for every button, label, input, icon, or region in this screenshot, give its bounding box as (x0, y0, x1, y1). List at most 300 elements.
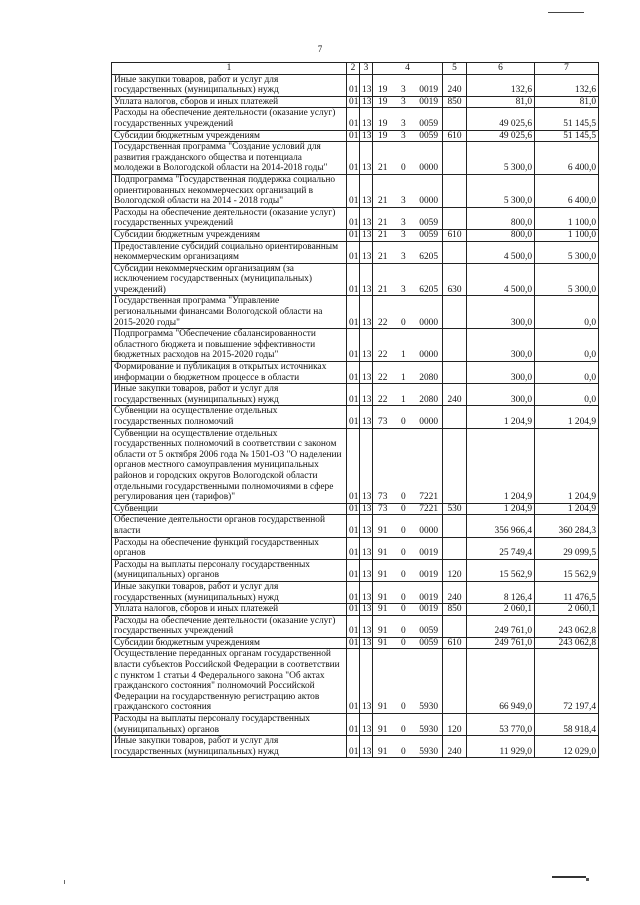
page-number: 7 (317, 44, 323, 54)
row-name: Иные закупки товаров, работ и услуг для государственных (муниципальных) нужд (112, 581, 347, 603)
row-section: 01 (347, 96, 360, 108)
row-name: Субсидии бюджетным учреждениям (112, 637, 347, 649)
row-value-col6: 300,0 (467, 384, 535, 406)
row-section: 01 (347, 428, 360, 503)
row-subsection: 13 (360, 736, 373, 758)
row-value-col6: 249 761,0 (467, 615, 535, 637)
table-row (112, 515, 599, 537)
target-code-parts (375, 373, 440, 384)
target-code-part: 0 (400, 570, 406, 581)
row-name: Расходы на выплаты персоналу государственных (муниципальных) органов (112, 714, 347, 736)
row-value-col7: 11 476,5 (535, 581, 599, 603)
target-code-parts (375, 350, 440, 361)
row-target-code (373, 581, 443, 603)
row-expense-type (443, 615, 467, 637)
target-code-parts (375, 702, 440, 713)
row-expense-type: 240 (443, 581, 467, 603)
row-value-col7: 6 400,0 (535, 174, 599, 207)
row-value-col6: 1 204,9 (467, 503, 535, 515)
table-row (112, 207, 599, 229)
target-code-part: 5930 (419, 724, 438, 735)
table-row (112, 263, 599, 296)
row-name: Государственная программа "Управление региональными финансами Вологодской области на 2015-2020 годы" (112, 296, 347, 329)
row-target-code (373, 241, 443, 263)
target-code-parts (375, 196, 440, 207)
row-target-code (373, 142, 443, 175)
row-value-col7: 51 145,5 (535, 108, 599, 130)
target-code-part: 0 (400, 503, 406, 514)
row-target-code (373, 615, 443, 637)
target-code-parts (375, 604, 440, 615)
table-row (112, 229, 599, 241)
row-value-col7: 0,0 (535, 384, 599, 406)
target-code-parts (375, 85, 440, 96)
row-name: Иные закупки товаров, работ и услуг для государственных (муниципальных) нужд (112, 736, 347, 758)
row-expense-type (443, 329, 467, 362)
row-expense-type (443, 649, 467, 714)
row-target-code (373, 559, 443, 581)
row-expense-type: 610 (443, 130, 467, 142)
target-code-parts (375, 131, 440, 142)
row-target-code (373, 229, 443, 241)
target-code-part: 0059 (419, 118, 438, 129)
row-expense-type: 240 (443, 74, 467, 96)
target-code-parts (375, 747, 440, 758)
row-section: 01 (347, 537, 360, 559)
target-code-part: 0019 (419, 85, 438, 96)
target-code-part: 21 (378, 284, 388, 295)
target-code-part: 91 (378, 702, 388, 713)
row-value-col7: 29 099,5 (535, 537, 599, 559)
row-expense-type: 850 (443, 96, 467, 108)
row-value-col6: 2 060,1 (467, 604, 535, 616)
row-subsection: 13 (360, 384, 373, 406)
row-value-col7: 1 100,0 (535, 229, 599, 241)
target-code-part: 22 (378, 372, 388, 383)
target-code-part: 3 (400, 130, 406, 141)
table-row (112, 637, 599, 649)
row-section: 01 (347, 615, 360, 637)
row-subsection: 13 (360, 263, 373, 296)
row-name: Субвенции на осуществление отдельных государственных полномочий в соответствии с законом области от 5 октября 2006 года № 1501-ОЗ "О наделении органов местного самоуправления муниципальных районов и городских округов Вологодской области отдельными государственными полномочиями в сфере регулирования цен (тарифов)" (112, 428, 347, 503)
row-section: 01 (347, 108, 360, 130)
row-expense-type: 850 (443, 604, 467, 616)
target-code-part: 5930 (419, 746, 438, 757)
row-target-code (373, 503, 443, 515)
row-name: Субвенции на осуществление отдельных государственных полномочий (112, 406, 347, 428)
row-subsection: 13 (360, 428, 373, 503)
row-name: Предоставление субсидий социально ориентированным некоммерческим организациям (112, 241, 347, 263)
target-code-part: 21 (378, 218, 388, 229)
target-code-part: 3 (400, 96, 406, 107)
row-subsection: 13 (360, 74, 373, 96)
target-code-part: 0 (400, 317, 406, 328)
target-code-parts (375, 492, 440, 503)
row-subsection: 13 (360, 637, 373, 649)
target-code-part: 0059 (419, 130, 438, 141)
target-code-part: 0059 (419, 626, 438, 637)
target-code-part: 0000 (419, 317, 438, 328)
target-code-parts (375, 285, 440, 296)
row-section: 01 (347, 362, 360, 384)
row-value-col7: 0,0 (535, 362, 599, 384)
row-value-col7: 360 284,3 (535, 515, 599, 537)
row-target-code (373, 515, 443, 537)
row-value-col7: 5 300,0 (535, 241, 599, 263)
row-name: Уплата налогов, сборов и иных платежей (112, 604, 347, 616)
target-code-part: 19 (378, 118, 388, 129)
row-expense-type (443, 428, 467, 503)
row-target-code (373, 207, 443, 229)
row-section: 01 (347, 384, 360, 406)
row-section: 01 (347, 142, 360, 175)
row-value-col6: 66 949,0 (467, 649, 535, 714)
row-expense-type: 530 (443, 503, 467, 515)
row-section: 01 (347, 637, 360, 649)
row-value-col6: 249 761,0 (467, 637, 535, 649)
row-value-col7: 132,6 (535, 74, 599, 96)
target-code-part: 0059 (419, 637, 438, 648)
target-code-part: 3 (400, 284, 406, 295)
row-value-col6: 800,0 (467, 229, 535, 241)
row-value-col6: 5 300,0 (467, 174, 535, 207)
row-expense-type: 120 (443, 559, 467, 581)
target-code-part: 0 (400, 702, 406, 713)
col-header-7: 7 (535, 63, 599, 75)
target-code-part: 6205 (419, 284, 438, 295)
target-code-parts (375, 638, 440, 649)
row-subsection: 13 (360, 559, 373, 581)
target-code-part: 73 (378, 492, 388, 503)
row-target-code (373, 263, 443, 296)
target-code-part: 1 (400, 394, 406, 405)
target-code-part: 22 (378, 317, 388, 328)
table-row (112, 96, 599, 108)
row-subsection: 13 (360, 296, 373, 329)
target-code-parts (375, 593, 440, 604)
scan-mark (552, 876, 586, 878)
row-section: 01 (347, 503, 360, 515)
scan-mark (548, 12, 584, 13)
row-subsection: 13 (360, 515, 373, 537)
row-value-col6: 25 749,4 (467, 537, 535, 559)
header-row (112, 63, 599, 75)
table-row (112, 736, 599, 758)
row-value-col7: 5 300,0 (535, 263, 599, 296)
row-subsection: 13 (360, 207, 373, 229)
target-code-parts (375, 119, 440, 130)
row-value-col7: 6 400,0 (535, 142, 599, 175)
row-section: 01 (347, 604, 360, 616)
row-value-col6: 800,0 (467, 207, 535, 229)
row-value-col6: 300,0 (467, 329, 535, 362)
row-expense-type (443, 108, 467, 130)
row-name: Формирование и публикация в открытых источниках информации о бюджетном процессе в области (112, 362, 347, 384)
row-section: 01 (347, 329, 360, 362)
row-expense-type (443, 362, 467, 384)
row-name: Расходы на выплаты персоналу государственных (муниципальных) органов (112, 559, 347, 581)
row-value-col7: 12 029,0 (535, 736, 599, 758)
row-value-col6: 356 966,4 (467, 515, 535, 537)
target-code-parts (375, 97, 440, 108)
target-code-part: 2080 (419, 394, 438, 405)
target-code-part: 2080 (419, 372, 438, 383)
row-value-col6: 300,0 (467, 362, 535, 384)
row-section: 01 (347, 714, 360, 736)
target-code-part: 0000 (419, 350, 438, 361)
budget-table (111, 62, 599, 758)
row-target-code (373, 637, 443, 649)
target-code-part: 1 (400, 350, 406, 361)
target-code-part: 21 (378, 252, 388, 263)
row-value-col7: 0,0 (535, 296, 599, 329)
row-subsection: 13 (360, 241, 373, 263)
row-value-col6: 300,0 (467, 296, 535, 329)
target-code-part: 3 (400, 118, 406, 129)
target-code-part: 73 (378, 417, 388, 427)
table-row (112, 329, 599, 362)
col-header-6: 6 (467, 63, 535, 75)
row-name: Субсидии некоммерческим организациям (за исключением государственных (муниципальных) учреждений) (112, 263, 347, 296)
target-code-parts (375, 318, 440, 329)
row-name: Осуществление переданных органам государственной власти субъектов Российской Федерации в соответствии с пунктом 1 статьи 4 Федерального закона "Об актах гражданского состояния" полномочий Российской Федерации на государственную регистрацию актов гражданского состояния (112, 649, 347, 714)
row-subsection: 13 (360, 174, 373, 207)
table-row (112, 384, 599, 406)
row-value-col7: 51 145,5 (535, 130, 599, 142)
target-code-part: 91 (378, 637, 388, 648)
target-code-part: 21 (378, 229, 388, 240)
target-code-part: 7221 (419, 492, 438, 503)
table-row (112, 615, 599, 637)
row-value-col7: 243 062,8 (535, 637, 599, 649)
table-row (112, 406, 599, 428)
row-value-col7: 58 918,4 (535, 714, 599, 736)
target-code-part: 0 (400, 637, 406, 648)
row-section: 01 (347, 515, 360, 537)
row-name: Субсидии бюджетным учреждениям (112, 229, 347, 241)
target-code-part: 0 (400, 604, 406, 615)
row-expense-type (443, 241, 467, 263)
row-value-col6: 1 204,9 (467, 406, 535, 428)
target-code-part: 0000 (419, 525, 438, 536)
row-section: 01 (347, 263, 360, 296)
row-section: 01 (347, 296, 360, 329)
row-value-col7: 81,0 (535, 96, 599, 108)
row-value-col6: 4 500,0 (467, 263, 535, 296)
row-target-code (373, 604, 443, 616)
target-code-part: 5930 (419, 702, 438, 713)
table-row (112, 74, 599, 96)
target-code-part: 0 (400, 626, 406, 637)
target-code-part: 91 (378, 570, 388, 581)
target-code-part: 0000 (419, 417, 438, 427)
target-code-part: 0 (400, 417, 406, 427)
row-expense-type: 610 (443, 637, 467, 649)
table-row (112, 604, 599, 616)
target-code-parts (375, 548, 440, 559)
row-value-col6: 49 025,6 (467, 108, 535, 130)
col-header-5: 5 (443, 63, 467, 75)
row-name: Обеспечение деятельности органов государственной власти (112, 515, 347, 537)
table-row (112, 581, 599, 603)
row-target-code (373, 296, 443, 329)
row-value-col7: 72 197,4 (535, 649, 599, 714)
row-expense-type (443, 207, 467, 229)
target-code-part: 0 (400, 746, 406, 757)
row-value-col6: 15 562,9 (467, 559, 535, 581)
table-row (112, 649, 599, 714)
row-name: Подпрограмма "Государственная поддержка социально ориентированных некоммерческих организаций в Вологодской области на 2014 - 2018 годы" (112, 174, 347, 207)
row-section: 01 (347, 406, 360, 428)
row-target-code (373, 329, 443, 362)
target-code-parts (375, 163, 440, 174)
target-code-parts (375, 417, 440, 428)
row-target-code (373, 537, 443, 559)
target-code-part: 3 (400, 218, 406, 229)
row-name: Подпрограмма "Обеспечение сбалансированности областного бюджета и повышение эффективности бюджетных расходов на 2015-2020 годы" (112, 329, 347, 362)
table-row (112, 714, 599, 736)
row-target-code (373, 736, 443, 758)
row-value-col6: 49 025,6 (467, 130, 535, 142)
target-code-part: 91 (378, 724, 388, 735)
target-code-part: 7221 (419, 503, 438, 514)
row-target-code (373, 96, 443, 108)
row-expense-type (443, 142, 467, 175)
row-name: Расходы на обеспечение деятельности (оказание услуг) государственных учреждений (112, 615, 347, 637)
row-section: 01 (347, 649, 360, 714)
target-code-part: 0 (400, 163, 406, 174)
target-code-part: 0059 (419, 229, 438, 240)
row-expense-type: 240 (443, 384, 467, 406)
row-subsection: 13 (360, 96, 373, 108)
target-code-part: 91 (378, 626, 388, 637)
row-name: Расходы на обеспечение деятельности (оказание услуг) государственных учреждений (112, 207, 347, 229)
target-code-parts (375, 626, 440, 637)
table-row (112, 503, 599, 515)
target-code-parts (375, 570, 440, 581)
row-subsection: 13 (360, 406, 373, 428)
row-section: 01 (347, 241, 360, 263)
row-subsection: 13 (360, 362, 373, 384)
target-code-part: 73 (378, 503, 388, 514)
row-subsection: 13 (360, 615, 373, 637)
target-code-part: 0019 (419, 592, 438, 603)
row-expense-type (443, 515, 467, 537)
row-subsection: 13 (360, 329, 373, 362)
target-code-part: 3 (400, 229, 406, 240)
row-target-code (373, 174, 443, 207)
row-expense-type: 630 (443, 263, 467, 296)
table-row (112, 362, 599, 384)
target-code-parts (375, 218, 440, 229)
row-section: 01 (347, 736, 360, 758)
col-header-4: 4 (373, 63, 443, 75)
target-code-part: 0059 (419, 218, 438, 229)
table-row (112, 130, 599, 142)
row-expense-type: 240 (443, 736, 467, 758)
row-value-col6: 8 126,4 (467, 581, 535, 603)
row-value-col7: 2 060,1 (535, 604, 599, 616)
row-subsection: 13 (360, 581, 373, 603)
table-row (112, 108, 599, 130)
row-name: Расходы на обеспечение деятельности (оказание услуг) государственных учреждений (112, 108, 347, 130)
target-code-parts (375, 725, 440, 736)
col-header-1: 1 (112, 63, 347, 75)
row-name: Уплата налогов, сборов и иных платежей (112, 96, 347, 108)
row-value-col7: 1 204,9 (535, 503, 599, 515)
target-code-part: 3 (400, 196, 406, 207)
table-row (112, 296, 599, 329)
row-subsection: 13 (360, 649, 373, 714)
target-code-part: 19 (378, 85, 388, 96)
row-value-col7: 0,0 (535, 329, 599, 362)
target-code-part: 0 (400, 492, 406, 503)
row-value-col7: 1 204,9 (535, 406, 599, 428)
target-code-part: 19 (378, 130, 388, 141)
target-code-part: 22 (378, 350, 388, 361)
target-code-part: 19 (378, 96, 388, 107)
row-subsection: 13 (360, 142, 373, 175)
row-subsection: 13 (360, 714, 373, 736)
row-name: Субвенции (112, 503, 347, 515)
target-code-parts (375, 252, 440, 263)
row-subsection: 13 (360, 130, 373, 142)
table-row (112, 559, 599, 581)
target-code-part: 0019 (419, 548, 438, 559)
row-value-col6: 53 770,0 (467, 714, 535, 736)
row-target-code (373, 108, 443, 130)
row-subsection: 13 (360, 108, 373, 130)
row-name: Субсидии бюджетным учреждениям (112, 130, 347, 142)
target-code-part: 0019 (419, 96, 438, 107)
row-expense-type (443, 174, 467, 207)
target-code-parts (375, 230, 440, 241)
target-code-part: 0 (400, 592, 406, 603)
target-code-part: 91 (378, 548, 388, 559)
row-target-code (373, 714, 443, 736)
target-code-part: 91 (378, 604, 388, 615)
row-target-code (373, 74, 443, 96)
target-code-part: 6205 (419, 252, 438, 263)
table-row (112, 142, 599, 175)
row-expense-type: 120 (443, 714, 467, 736)
target-code-part: 0000 (419, 196, 438, 207)
row-section: 01 (347, 207, 360, 229)
row-name: Иные закупки товаров, работ и услуг для государственных (муниципальных) нужд (112, 74, 347, 96)
row-value-col7: 15 562,9 (535, 559, 599, 581)
scan-mark (64, 880, 65, 884)
target-code-part: 22 (378, 394, 388, 405)
row-target-code (373, 649, 443, 714)
row-subsection: 13 (360, 537, 373, 559)
table-row (112, 174, 599, 207)
row-value-col7: 1 204,9 (535, 428, 599, 503)
row-name: Расходы на обеспечение функций государственных органов (112, 537, 347, 559)
target-code-part: 0019 (419, 604, 438, 615)
row-subsection: 13 (360, 503, 373, 515)
scan-mark (586, 878, 589, 881)
target-code-part: 91 (378, 525, 388, 536)
row-target-code (373, 384, 443, 406)
table-row (112, 537, 599, 559)
table-row (112, 428, 599, 503)
row-name: Иные закупки товаров, работ и услуг для государственных (муниципальных) нужд (112, 384, 347, 406)
row-value-col6: 4 500,0 (467, 241, 535, 263)
row-value-col6: 132,6 (467, 74, 535, 96)
row-expense-type (443, 537, 467, 559)
target-code-part: 21 (378, 163, 388, 174)
row-target-code (373, 428, 443, 503)
